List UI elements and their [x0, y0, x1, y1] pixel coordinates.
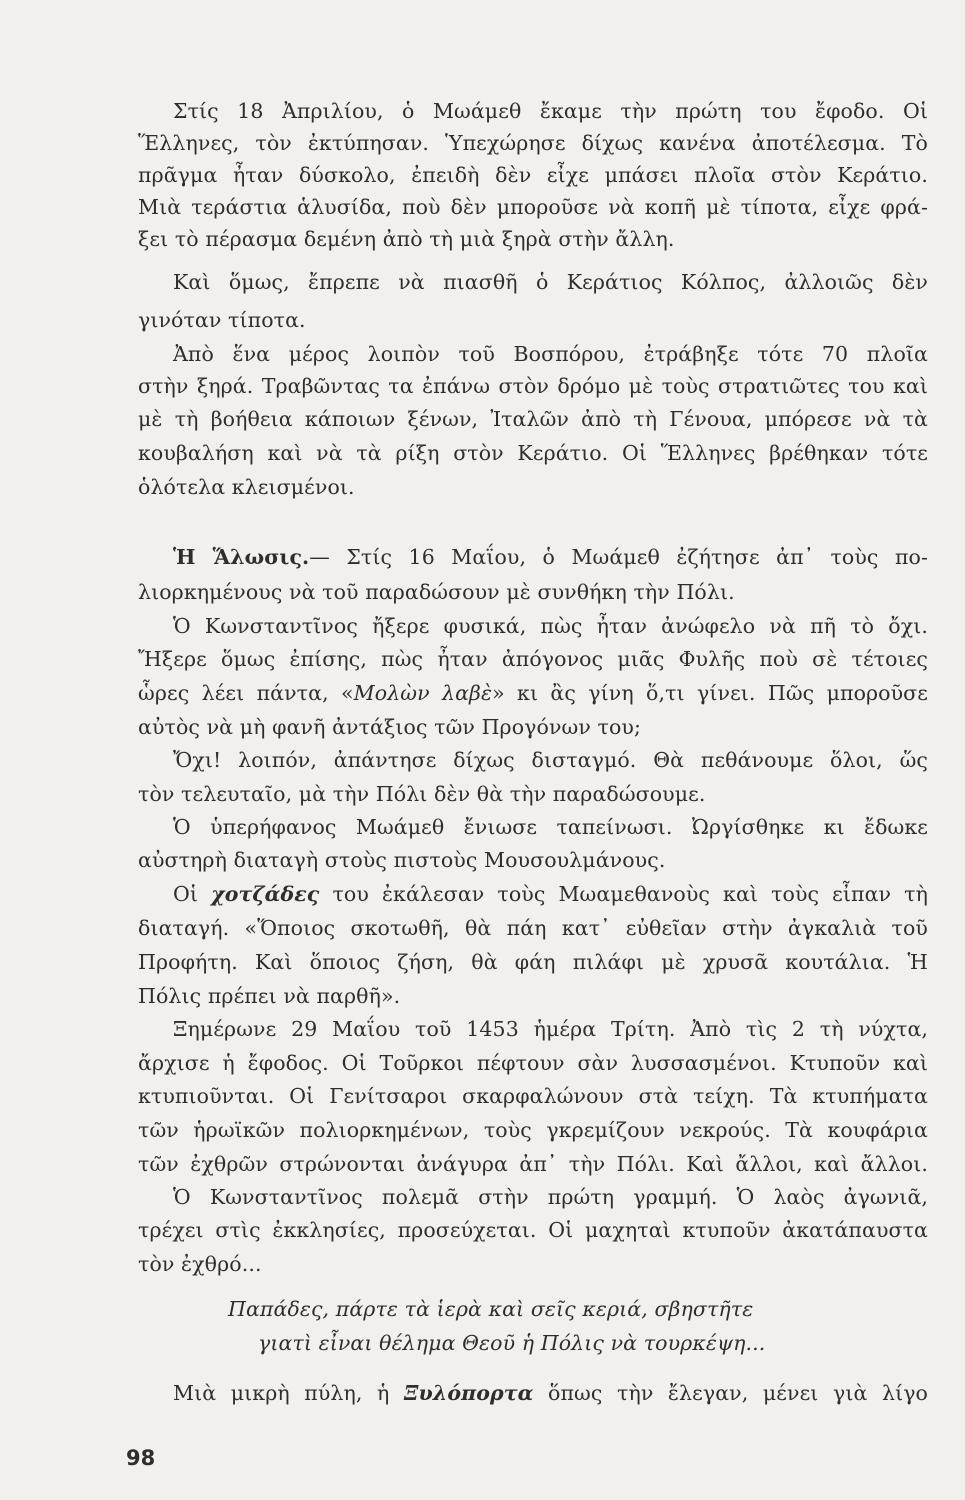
text-line: κτυπιοῦνται. Οἱ Γενίτσαροι σκαρφαλώνουν στὰ τείχη. Τὰ κτυπήματα	[138, 1084, 928, 1108]
text-line: Ἤξερε ὅμως ἐπίσης, πὼς ἦταν ἀπόγονος μιᾶς Φυλῆς ποὺ σὲ τέτοιες	[138, 647, 928, 671]
text-line: Ἀπὸ ἕνα μέρος λοιπὸν τοῦ Βοσπόρου, ἐτράβηξε τότε 70 πλοῖα	[173, 342, 928, 366]
text-line: Καὶ ὅμως, ἔπρεπε νὰ πιασθῆ ὁ Κεράτιος Κόλπος, ἀλλοιῶς δὲν	[173, 270, 928, 294]
page-number: 98	[126, 1446, 156, 1470]
text-line: Ξημέρωνε 29 Μαΐου τοῦ 1453 ἡμέρα Τρίτη. Ἀπὸ τὶς 2 τὴ νύχτα,	[173, 1017, 928, 1041]
text-line: διαταγή. «Ὅποιος σκοτωθῆ, θὰ πάη κατ᾽ εὐθεῖαν στὴν ἀγκαλιὰ τοῦ	[138, 916, 928, 940]
text-line: Ἕλληνες, τὸν ἐκτύπησαν. Ὑπεχώρησε δίχως κανένα ἀποτέλεσμα. Τὸ	[138, 131, 928, 155]
text-line: Ὁ ὑπερήφανος Μωάμεθ ἔνιωσε ταπείνωσι. Ὠργίσθηκε κι ἔδωκε	[173, 815, 928, 839]
text-line: Μιὰ μικρὴ πύλη, ἡ Ξυλόπορτα ὅπως τὴν ἔλεγαν, μένει γιὰ λίγο	[173, 1381, 928, 1405]
text-line: Ὁ Κωνσταντῖνος πολεμᾶ στὴν πρώτη γραμμή. Ὁ λαὸς ἀγωνιᾶ,	[173, 1185, 928, 1209]
section-heading-line: Ἡ Ἅλωσις.— Στίς 16 Μαΐου, ὁ Μωάμεθ ἐζήτησε ἀπ᾽ τοὺς πο-	[173, 545, 928, 569]
text-line: ξει τὸ πέρασμα δεμένη ἀπὸ τὴ μιὰ ξηρὰ στὴν ἄλλη.	[138, 227, 675, 251]
text-line: Ὁ Κωνσταντῖνος ἤξερε φυσικά, πὼς ἦταν ἀνώφελο νὰ πῆ τὸ ὄχι.	[173, 614, 928, 638]
text-line: λιορκημένους νὰ τοῦ παραδώσουν μὲ συνθήκη τὴν Πόλι.	[138, 580, 735, 604]
text-line: αὐστηρὴ διαταγὴ στοὺς πιστοὺς Μουσουλμάνους.	[138, 848, 666, 872]
text-line: γινόταν τίποτα.	[138, 308, 306, 332]
text-line: Στίς 18 Ἀπριλίου, ὁ Μωάμεθ ἔκαμε τὴν πρώτη του ἔφοδο. Οἱ	[173, 99, 928, 123]
text-line: Οἱ χοτζάδες του ἐκάλεσαν τοὺς Μωαμεθανοὺς καὶ τοὺς εἶπαν τὴ	[173, 882, 928, 906]
text-line: τὸν τελευταῖο, μὰ τὴν Πόλι δὲν θὰ τὴν παραδώσουμε.	[138, 782, 706, 806]
text-line: τῶν ἡρωϊκῶν πολιορκημένων, τοὺς γκρεμίζουν νεκρούς. Τὰ κουφάρια	[138, 1118, 928, 1142]
text-line: πρᾶγμα ἦταν δύσκολο, ἐπειδὴ δὲν εἶχε μπάσει πλοῖα στὸν Κεράτιο.	[138, 163, 928, 187]
text-line: Μιὰ τεράστια ἁλυσίδα, ποὺ δὲν μποροῦσε νὰ κοπῆ μὲ τίποτα, εἶχε φρά-	[138, 195, 928, 219]
verse-line: Παπάδες, πάρτε τὰ ἱερὰ καὶ σεῖς κεριά, σβηστῆτε	[228, 1297, 754, 1321]
text-line: ἄρχισε ἡ ἔφοδος. Οἱ Τοῦρκοι πέφτουν σὰν λυσσασμένοι. Κτυποῦν καὶ	[138, 1051, 928, 1075]
text-line: στὴν ξηρά. Τραβῶντας τα ἐπάνω στὸν δρόμο μὲ τοὺς στρατιῶτες του καὶ	[138, 374, 928, 398]
text-line: αὐτὸς νὰ μὴ φανῆ ἀντάξιος τῶν Προγόνων του;	[138, 715, 641, 739]
text-line: Προφήτη. Καὶ ὅποιος ζήση, θὰ φάη πιλάφι μὲ χρυσᾶ κουτάλια. Ἡ	[138, 950, 928, 974]
section-heading: Ἡ Ἅλωσις.	[173, 545, 310, 569]
text-line: τρέχει στὶς ἐκκλησίες, προσεύχεται. Οἱ μαχηταὶ κτυποῦν ἀκατάπαυστα	[138, 1218, 928, 1242]
text-line: κουβαλήση καὶ νὰ τὰ ρίξη στὸν Κεράτιο. Οἱ Ἕλληνες βρέθηκαν τότε	[138, 441, 928, 465]
text-line: ὁλότελα κλεισμένοι.	[138, 475, 355, 499]
text-line: μὲ τὴ βοήθεια κάποιων ξένων, Ἰταλῶν ἀπὸ τὴ Γένουα, μπόρεσε νὰ τὰ	[138, 407, 928, 431]
text-line: ὧρες λέει πάντα, «Μολὼν λαβὲ» κι ἂς γίνη ὅ,τι γίνει. Πῶς μποροῦσε	[138, 681, 928, 705]
text-line: Πόλις πρέπει νὰ παρθῆ».	[138, 984, 401, 1008]
text-line: τῶν ἐχθρῶν στρώνονται ἀνάγυρα ἀπ᾽ τὴν Πόλι. Καὶ ἄλλοι, καὶ ἄλλοι.	[138, 1152, 928, 1176]
text-line: τὸν ἐχθρό...	[138, 1252, 262, 1276]
verse-line: γιατὶ εἶναι θέλημα Θεοῦ ἡ Πόλις νὰ τουρκέψη...	[258, 1331, 766, 1355]
text-line: Ὄχι! λοιπόν, ἀπάντησε δίχως δισταγμό. Θὰ πεθάνουμε ὅλοι, ὥς	[173, 748, 928, 772]
